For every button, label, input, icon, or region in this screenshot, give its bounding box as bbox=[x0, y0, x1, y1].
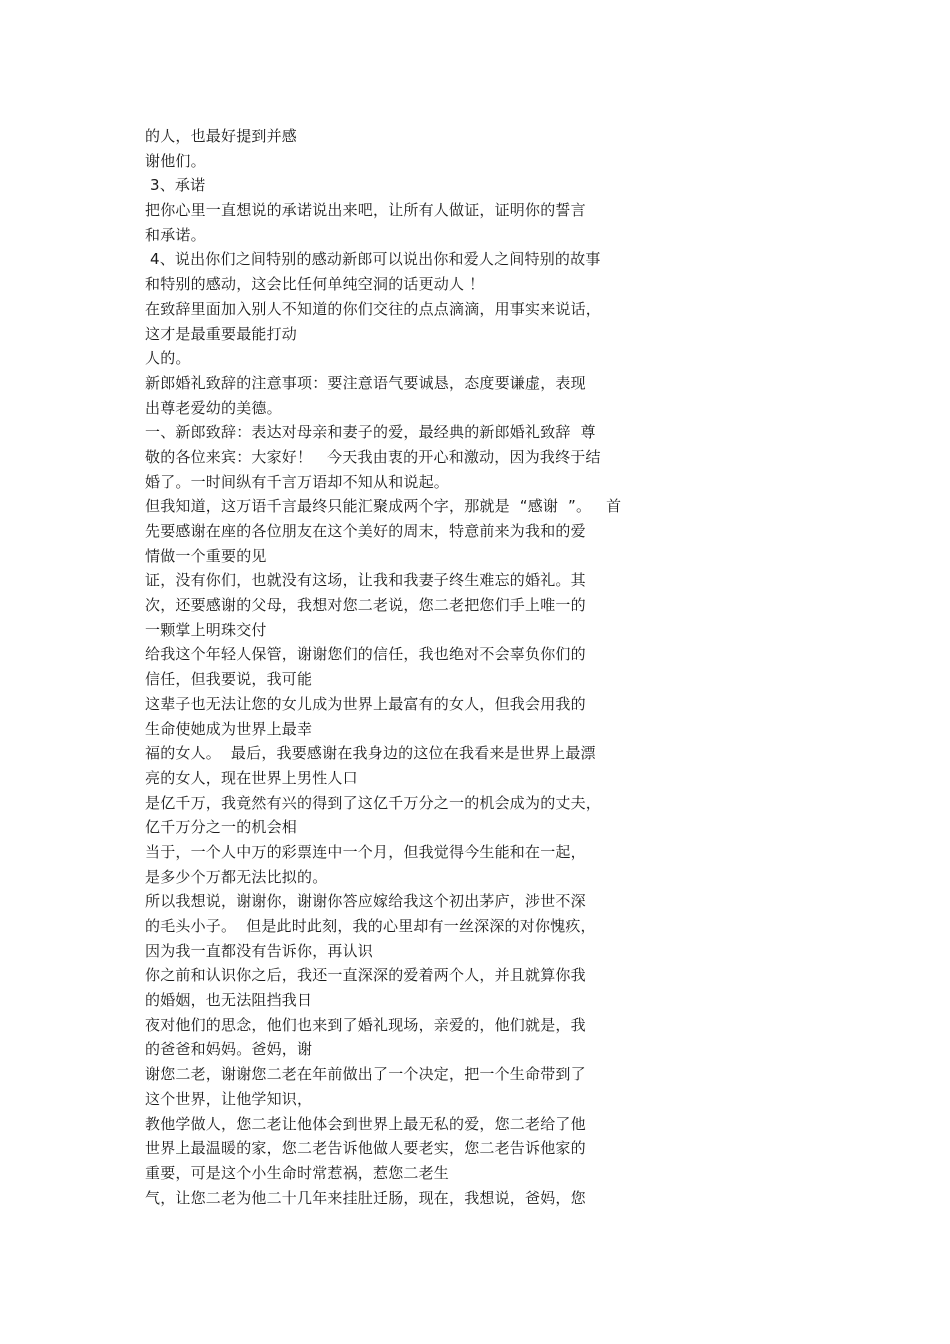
text-line: 谢他们。 bbox=[145, 151, 206, 170]
body-text bbox=[145, 124, 935, 1210]
text-line: 这个世界，让他学知识， bbox=[145, 1089, 313, 1108]
text-line: 的人，也最好提到并感 bbox=[145, 127, 298, 145]
text-line: 把你心里一直想说的承诺说出来吧，让所有人做证，证明你的誓言 bbox=[145, 201, 586, 220]
text-line: 一、新郎致辞：表达对母亲和妻子的爱，最经典的新郎婚礼致辞 尊 bbox=[145, 423, 596, 442]
text-line: 4、说出你们之间特别的感动新郎可以说出你和爱人之间特别的故事 bbox=[145, 250, 601, 269]
text-line: 世界上最温暖的家，您二老告诉他做人要老实，您二老告诉他家的 bbox=[145, 1139, 586, 1158]
text-line: 在致辞里面加入别人不知道的你们交往的点点滴滴，用事实来说话， bbox=[145, 299, 602, 318]
text-line: 先要感谢在座的各位朋友在这个美好的周末，特意前来为我和的爱 bbox=[145, 522, 586, 540]
text-line: 3、承诺 bbox=[145, 176, 206, 195]
text-line: 因为我一直都没有告诉你，再认识 bbox=[145, 941, 374, 960]
text-line: 生命使她成为世界上最幸 bbox=[145, 719, 313, 738]
text-line: 敬的各位来宾：大家好！ 今天我由衷的开心和激动，因为我终于结 bbox=[145, 447, 601, 466]
text-line: 这才是最重要最能打动 bbox=[145, 324, 298, 343]
text-line: 当于，一个人中万的彩票连中一个月，但我觉得今生能和在一起， bbox=[145, 842, 586, 861]
text-line: 但我知道，这万语千言最终只能汇聚成两个字，那就是 “感谢 ”。 首 bbox=[145, 497, 622, 516]
text-line: 和特别的感动，这会比任何单纯空洞的话更动人 ！ bbox=[145, 275, 485, 294]
text-line: 一颗掌上明珠交付 bbox=[145, 620, 267, 639]
text-line: 所以我想说，谢谢你，谢谢你答应嫁给我这个初出茅庐，涉世不深 bbox=[145, 892, 586, 911]
text-line: 你之前和认识你之后，我还一直深深的爱着两个人，并且就算你我 bbox=[145, 966, 586, 985]
text-line: 亮的女人，现在世界上男性人口 bbox=[145, 768, 358, 787]
text-line: 人的。 bbox=[145, 349, 191, 368]
text-line: 出尊老爱幼的美德。 bbox=[145, 398, 282, 417]
text-line: 重要，可是这个小生命时常惹祸，惹您二老生 bbox=[145, 1163, 450, 1182]
text-line: 谢您二老，谢谢您二老在年前做出了一个决定，把一个生命带到了 bbox=[145, 1065, 586, 1084]
text-line: 新郎婚礼致辞的注意事项：要注意语气要诚恳，态度要谦虚，表现 bbox=[145, 373, 586, 392]
text-line: 的毛头小子。 但是此时此刻，我的心里却有一丝深深的对你愧疚， bbox=[145, 917, 596, 935]
text-line: 的爸爸和妈妈。爸妈，谢 bbox=[145, 1040, 313, 1059]
text-line: 是亿千万，我竟然有兴的得到了这亿千万分之一的机会成为的丈夫， bbox=[145, 793, 602, 812]
text-line: 次，还要感谢的父母，我想对您二老说，您二老把您们手上唯一的 bbox=[145, 596, 586, 615]
text-line: 气，让您二老为他二十几年来挂肚迁肠，现在，我想说，爸妈，您 bbox=[145, 1188, 586, 1207]
text-line: 给我这个年轻人保管，谢谢您们的信任，我也绝对不会辜负你们的 bbox=[145, 645, 586, 664]
text-line: 证，没有你们，也就没有这场，让我和我妻子终生难忘的婚礼。其 bbox=[145, 571, 586, 590]
text-line: 福的女人。 最后，我要感谢在我身边的这位在我看来是世界上最漂 bbox=[145, 744, 596, 763]
text-line: 的婚姻，也无法阻挡我日 bbox=[145, 991, 313, 1010]
text-line: 和承诺。 bbox=[145, 225, 206, 244]
text-line: 教他学做人，您二老让他体会到世界上最无私的爱，您二老给了他 bbox=[145, 1114, 586, 1133]
text-line: 夜对他们的思念，他们也来到了婚礼现场，亲爱的，他们就是，我 bbox=[145, 1015, 586, 1034]
text-line: 是多少个万都无法比拟的。 bbox=[145, 867, 328, 886]
text-line: 信任，但我要说，我可能 bbox=[145, 670, 313, 689]
text-line: 婚了。一时间纵有千言万语却不知从和说起。 bbox=[145, 472, 450, 491]
text-line: 这辈子也无法让您的女儿成为世界上最富有的女人，但我会用我的 bbox=[145, 694, 586, 713]
text-line: 亿千万分之一的机会相 bbox=[145, 818, 298, 837]
text-line: 情做一个重要的见 bbox=[145, 546, 267, 565]
